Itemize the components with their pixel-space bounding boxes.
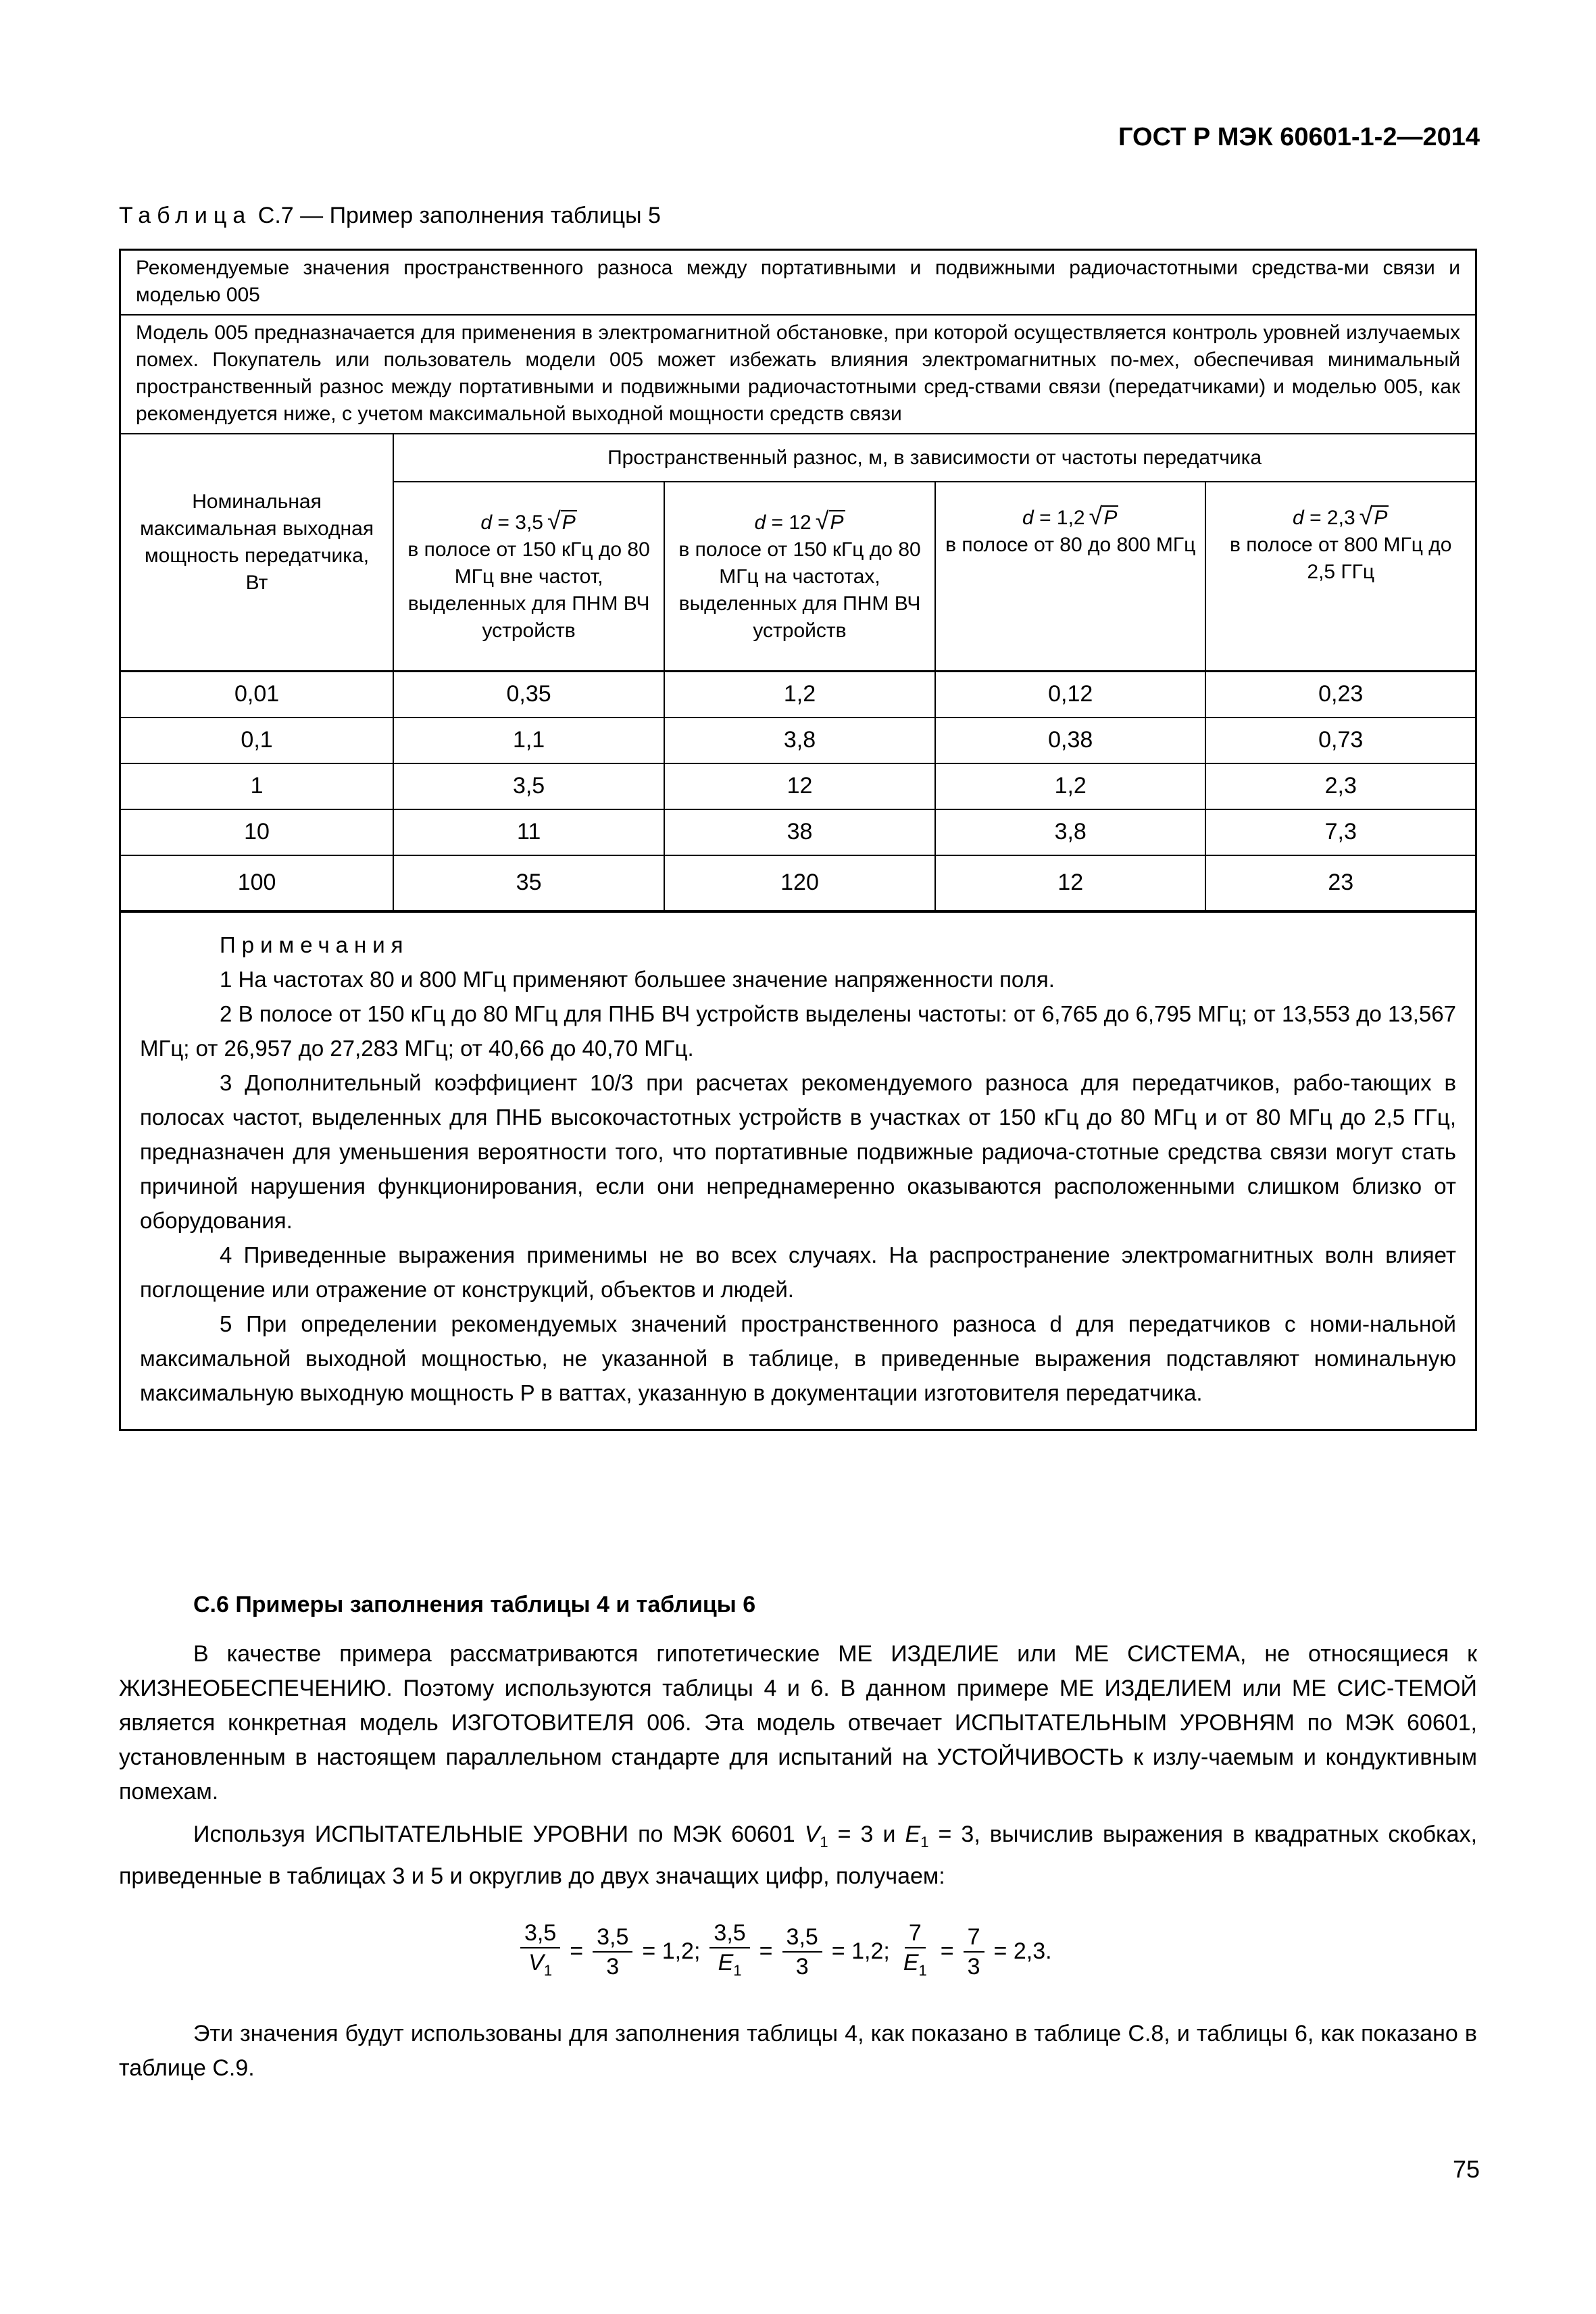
section-paragraph: Эти значения будут использованы для заполнения таблицы 4, как показано в таблице С.8, и таблицы 6, как показано в таблице С.9. [119, 2021, 1477, 2081]
table-cell: 120 [664, 855, 935, 911]
column-header-4: d = 2,3 √P в полосе от 800 МГц до 2,5 ГГц [1205, 482, 1475, 671]
sqrt-icon: √P [815, 507, 844, 535]
table-cell: 1 [121, 763, 393, 809]
table-cell: 7,3 [1205, 809, 1475, 855]
column-header-1: d = 3,5 √P в полосе от 150 кГц до 80 МГц вне частот, выделенных для ПНМ ВЧ устройств [393, 482, 664, 671]
table-cell: 35 [393, 855, 664, 911]
sqrt-icon: √P [547, 507, 576, 535]
table-cell: 3,8 [935, 809, 1206, 855]
fraction: $\frac{3,5}{E_1}$ [709, 1919, 749, 1985]
table-caption [119, 203, 661, 229]
document-header: ГОСТ Р МЭК 60601-1-2—2014 [1118, 123, 1480, 151]
note-item: 4 Приведенные выражения применимы не во всех случаях. На распространение электромагнитных волн влияет поглощение или отражение от конструкций, объектов и людей. [140, 1242, 1456, 1302]
table-caption-text: С.7 — Пример заполнения таблицы 5 [257, 203, 661, 228]
sqrt-icon: √P [1089, 502, 1118, 530]
table-row [121, 671, 1475, 718]
column-desc-1: в полосе от 150 кГц до 80 МГц вне частот, выделенных для ПНМ ВЧ устройств [407, 538, 650, 643]
spacing-grid [121, 434, 1475, 911]
table-cell: 3,8 [664, 718, 935, 763]
table-cell: 0,1 [121, 718, 393, 763]
column-header-3: d = 1,2 √P в полосе от 80 до 800 МГц [935, 482, 1206, 671]
column-desc-2: в полосе от 150 кГц до 80 МГц на частотах, выделенных для ПНМ ВЧ устройств [678, 538, 921, 643]
table-cell: 1,2 [664, 671, 935, 718]
table-cell: 0,23 [1205, 671, 1475, 718]
table-cell: 12 [935, 855, 1206, 911]
section-title: С.6 Примеры заполнения таблицы 4 и таблицы 6 [193, 1592, 756, 1617]
fraction: $\frac{3,5}{3}$ [593, 1923, 632, 1981]
section-paragraph: Используя ИСПЫТАТЕЛЬНЫЕ УРОВНИ по МЭК 60601 $V_1 = 3$ и $E_1 = 3$, вычислив выражения в квадратных скобках, приведенные в таблицах 3 и 5 и округлив до двух значащих цифр, получаем: [119, 1821, 1478, 1889]
table-cell: 1,2 [935, 763, 1206, 809]
table-cell: 23 [1205, 855, 1475, 911]
power-header: Номинальная максимальная выходная мощность передатчика, Вт [121, 434, 393, 671]
table-row [121, 763, 1475, 809]
fraction: $\frac{3,5}{V_1}$ [520, 1919, 560, 1985]
section-paragraph: В качестве примера рассматриваются гипотетические МЕ ИЗДЕЛИЕ или МЕ СИСТЕМА, не относящиеся к ЖИЗНЕОБЕСПЕЧЕНИЮ. Поэтому используются таблицы 4 и 6. В данном примере МЕ ИЗДЕЛИЕМ или МЕ СИС-ТЕМОЙ является конкретная модель ИЗГОТОВИТЕЛЯ 006. Эта модель отвечает ИСПЫТАТЕЛЬНЫМ УРОВНЯМ по МЭК 60601, установленным в настоящем параллельном стандарте для испытаний на УСТОЙЧИВОСТЬ к излу-чаемым и кондуктивным помехам. [119, 1641, 1477, 1805]
note-item: 3 Дополнительный коэффициент 10/3 при расчетах рекомендуемого разноса для передатчиков, рабо-тающих в полосах частот, выделенных для ПНБ высокочастотных устройств в участках от 150 кГц до 80 МГц и от 80 МГц до 2,5 ГГц, предназначен для уменьшения вероятности того, что портативные подвижные радиоча-стотные средства связи могут стать причиной нарушения функционирования, если они непреднамеренно оказываются расположенными слишком близко от оборудования. [140, 1070, 1456, 1233]
column-desc-4: в полосе от 800 МГц до 2,5 ГГц [1229, 534, 1452, 583]
fraction: $\frac{7}{E_1}$ [903, 1920, 927, 1979]
table-cell: 0,35 [393, 671, 664, 718]
fraction: $\frac{7}{3}$ [964, 1923, 984, 1981]
table-intro-row: Модель 005 предназначается для применения в электромагнитной обстановке, при которой осуществляется контроль уровней излучаемых помех. Покупатель или пользователь модели 005 может избежать влияния электромагнитных по-мех, обеспечивая минимальный пространственный разнос между портативными и подвижными радиочастотными сред-ствами связи (передатчиками) и моделью 005, как рекомендуется ниже, с учетом максимальной выходной мощности средств связи [121, 316, 1475, 434]
note-item: 5 При определении рекомендуемых значений пространственного разноса d для передатчиков с номи-нальной максимальной выходной мощностью, не указанной в таблице, в приведенные выражения подставляют номинальную максимальную выходную мощность P в ваттах, указанную в документации изготовителя передатчика. [140, 1311, 1456, 1405]
note-item: 1 На частотах 80 и 800 МГц применяют большее значение напряженности поля. [220, 966, 1055, 992]
section-c6 [119, 1588, 1477, 1894]
table-notes [121, 911, 1475, 1429]
table-cell: 12 [664, 763, 935, 809]
table-cell: 1,1 [393, 718, 664, 763]
table-caption-prefix: Таблица [119, 203, 252, 228]
table-row [121, 718, 1475, 763]
page-number: 75 [1452, 2155, 1480, 2183]
notes-heading: Примечания [220, 932, 409, 957]
note-item: 2 В полосе от 150 кГц до 80 МГц для ПНБ ВЧ устройств выделены частоты: от 6,765 до 6,795 МГц; от 13,553 до 13,567 МГц; от 26,957 до 27,283 МГц; от 40,66 до 40,70 МГц. [140, 1001, 1456, 1061]
table-cell: 3,5 [393, 763, 664, 809]
table-cell: 2,3 [1205, 763, 1475, 809]
table-cell: 0,12 [935, 671, 1206, 718]
table-row [121, 855, 1475, 911]
equation: $\frac{3,5}{V_1}$ = $\frac{3,5}{3}$ = 1,2; $\frac{3,5}{E_1}$ = $\frac{3,5}{3}$ = 1,2; $\frac{7}{E_1}$ = $\frac{7}{3}$ = 2,3. [520, 1919, 1052, 1985]
spacing-table [119, 249, 1477, 1431]
table-cell: 11 [393, 809, 664, 855]
column-header-2: d = 12 √P в полосе от 150 кГц до 80 МГц на частотах, выделенных для ПНМ ВЧ устройств [664, 482, 935, 671]
table-cell: 0,38 [935, 718, 1206, 763]
table-title-row: Рекомендуемые значения пространственного разноса между портативными и подвижными радиочастотными средства-ми связи и моделью 005 [121, 251, 1475, 316]
column-desc-3: в полосе от 80 до 800 МГц [945, 534, 1196, 556]
table-cell: 0,73 [1205, 718, 1475, 763]
table-cell: 0,01 [121, 671, 393, 718]
table-cell: 100 [121, 855, 393, 911]
section-closing [119, 2017, 1477, 2086]
table-row [121, 809, 1475, 855]
fraction: $\frac{3,5}{3}$ [782, 1923, 822, 1981]
table-cell: 10 [121, 809, 393, 855]
spacing-header: Пространственный разнос, м, в зависимости от частоты передатчика [393, 434, 1475, 482]
sqrt-icon: √P [1359, 502, 1388, 530]
table-cell: 38 [664, 809, 935, 855]
